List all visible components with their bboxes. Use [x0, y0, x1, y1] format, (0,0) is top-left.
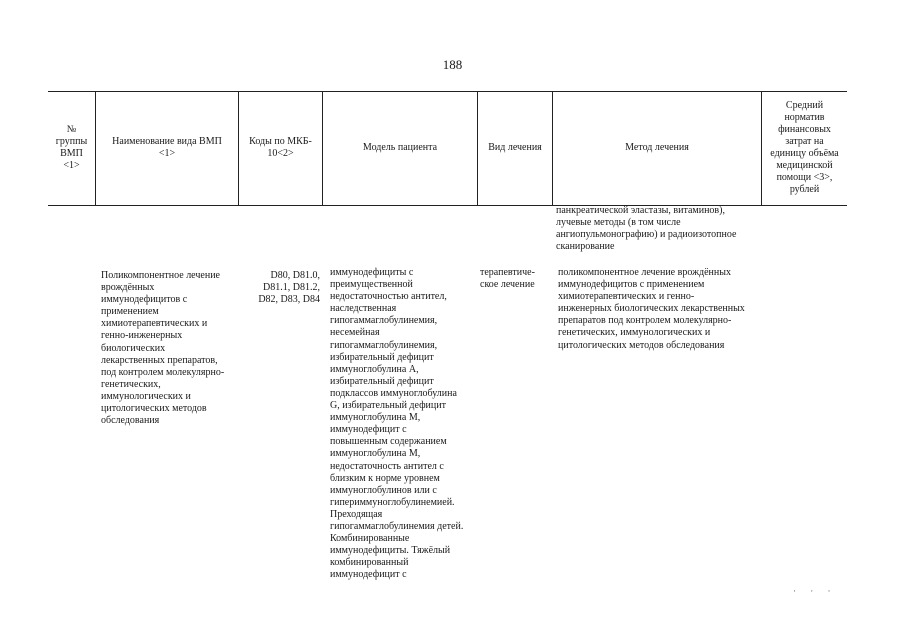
header-name-label: Наименование вида ВМП <1>: [112, 136, 222, 159]
header-cell-type: [478, 91, 552, 205]
row-method-cell: поликомпонентное лечение врождённых иммунодефицитов с применением химиотерапевтических и генно- инженерных биологических лекарственных препаратов под контролем молекулярно- генетических, иммунологических и цитологических методов обследования: [558, 267, 745, 351]
header-cell-number: [48, 91, 95, 205]
page-number: 188: [442, 57, 463, 72]
scan-marks: · · ·: [793, 586, 837, 596]
row-type-cell: терапевтиче- ское лечение: [480, 267, 535, 291]
row-name-cell: Поликомпонентное лечение врождённых иммунодефицитов с применением химиотерапевтических и генно-инженерных биологических лекарственных препаратов, под контролем молекулярно- генетических, иммунологических и цитологических методов обследования: [101, 270, 225, 427]
header-cell-method: [553, 91, 761, 205]
header-model-label: Модель пациента: [362, 142, 438, 153]
header-cost-label: Средний норматив финансовых затрат на единицу объёма медицинской помощи <3>, рублей: [770, 100, 839, 195]
row-model-cell: иммунодефициты с преимущественной недостаточностью антител, наследственная гипогаммаглобулинемия, несемейная гипогаммаглобулинемия, избирательный дефицит иммуноглобулина А, избирательный дефицит подклассов иммуноглобулина G, избирательный дефицит иммуноглобулина М, иммунодефицит с повышенным содержанием иммуноглобулина М, недостаточность антител с близким к норме уровнем иммуноглобулинов или с гипериммуноглобулинемией. Преходящая гипогаммаглобулинемия детей. Комбинированные иммунодефициты. Тяжёлый комбинированный иммунодефицит с: [330, 267, 464, 581]
header-method-label: Метод лечения: [625, 142, 689, 153]
header-cell-codes: [239, 91, 322, 205]
method-continuation-text: панкреатической эластазы, витаминов), лучевые методы (в том числе ангиопульмонографию) и радиоизотопное сканирование: [556, 205, 737, 253]
header-cell-cost: [762, 91, 847, 205]
header-cell-name: [96, 91, 238, 205]
header-number-label: № группы ВМП <1>: [55, 124, 88, 171]
row-codes-cell: D80, D81.0, D81.1, D81.2, D82, D83, D84: [258, 270, 320, 306]
header-codes-label: Коды по МКБ- 10<2>: [249, 136, 312, 159]
header-cell-model: [323, 91, 477, 205]
header-type-label: Вид лечения: [488, 142, 542, 153]
